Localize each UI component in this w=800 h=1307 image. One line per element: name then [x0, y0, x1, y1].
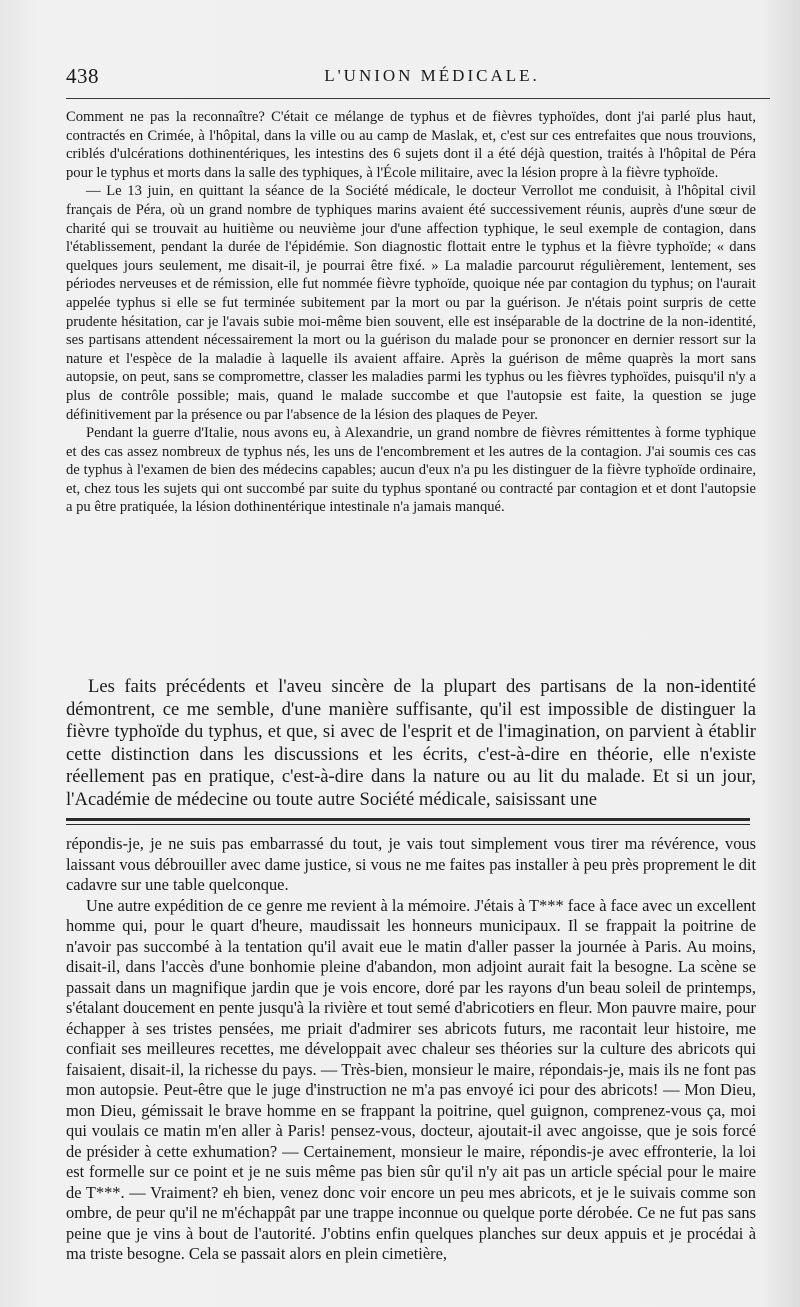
- header-rule: [66, 98, 770, 99]
- paragraph: Une autre expédition de ce genre me revient à la mémoire. J'étais à T*** face à face avec un excellent homme qui, pour le quart d'heure, maudissait les honneurs municipaux. Il se frappait la poitrine de n'avoir pas succombé à la tentation qu'il avait eue le matin d'aller passer la journée à Paris. Au moins, disait-il, dans l'accès d'une bonhomie pleine d'abandon, mon adjoint aurait fait la besogne. La scène se passait dans un magnifique jardin que je vois encore, doré par les rayons d'un beau soleil de printemps, s'étalant doucement en pente jusqu'à la rivière et tout semé d'abricotiers en fleur. Mon pauvre maire, pour échapper à ses tristes pensées, me priait d'admirer ses abricots futurs, me racontait leur histoire, me confiait ses meilleures recettes, me développait avec chaleur ses théories sur la culture des abricots qui faisaient, disait-il, la richesse du pays. — Très-bien, monsieur le maire, répondais-je, mais ils ne font pas mon autopsie. Peut-être que le juge d'instruction ne m'a pas envoyé ici pour des abricots! — Mon Dieu, mon Dieu, gémissait le brave homme en se frappant la poitrine, quel guignon, comprenez-vous ça, moi qui voulais ce matin m'en aller à Paris! pensez-vous, docteur, ajoutait-il avec angoisse, que je sois forcé de présider à cette exhumation? — Certainement, monsieur le maire, répondis-je avec effronterie, la loi est formelle sur ce point et je ne suis même pas bien sûr qu'il n'y ait pas un article spécial pour le maire de T***. — Vraiment? eh bien, venez donc voir encore un peu mes abricots, et je le suivais comme son ombre, de peur qu'il ne m'échappât par une trappe inconnue ou quelque porte dérobée. Ce ne fut pas sans peine que je vins à bout de l'autorité. J'obtins enfin quelques planches sur deux appuis et je procédai à ma triste besogne. Cela se passait alors en plein cimetière,: [66, 895, 756, 1263]
- paragraph: Pendant la guerre d'Italie, nous avons eu, à Alexandrie, un grand nombre de fièvres rémittentes à forme typhique et des cas assez nombreux de typhus nés, les uns de l'encombrement et les autres de la contagion. J'ai soumis ces cas de typhus à l'examen de bien des médecins capables; aucun d'eux n'a pu les distinguer de la fièvre typhoïde ordinaire, et, chez tous les sujets qui ont succombé par suite du typhus spontané ou contracté par contagion et et dont l'autopsie a pu être pratiquée, la lésion dothinentérique intestinale n'a jamais manqué.: [66, 425, 756, 516]
- running-title: L'UNION MÉDICALE.: [324, 66, 540, 85]
- paragraph: Les faits précédents et l'aveu sincère de la plupart des partisans de la non-identité démontrent, ce me semble, d'une manière suffisante, qu'il est impossible de distinguer la fièvre typhoïde du typhus, et que, si avec de l'esprit et de l'imagination, on parvient à établir cette distinction dans les discussions et les écrits, c'est-à-dire en théorie, elle n'existe réellement pas en pratique, c'est-à-dire dans la nature ou au lit du malade. Et si un jour, l'Académie de médecine ou toute autre Société médicale, saisissant une: [66, 676, 756, 810]
- conclusion-section: [66, 676, 756, 812]
- page-header: [66, 60, 758, 90]
- paragraph: — Le 13 juin, en quittant la séance de la Société médicale, le docteur Verrollot me conduisit, à l'hôpital civil français de Péra, où un grand nombre de typhiques marins avaient été successivement réunis, auprès d'une sœur de charité qui se trouvait au huitième ou neuvième jour d'une affection typhique, le seul exemple de contagion, dans l'établissement, pendant la durée de l'épidémie. Son diagnostic flottait entre le typhus et la fièvre typhoïde; « dans quelques jours seulement, me disait-il, je pourrai être fixé. » La maladie parcourut régulièrement, lentement, ses périodes nerveuses et de rémission, elle fut nommée fièvre typhoïde, quoique née par contagion du typhus; on l'aurait appelée typhus si elle se fut terminée subitement par la mort ou par la guérison. Je n'étais point surpris de cette prudente hésitation, car je l'avais subie moi-même bien souvent, elle est inséparable de la doctrine de la non-identité, ses partisans attendent nécessairement la mort ou la guérison du malade pour se prononcer en dernier ressort sur la nature et l'espèce de la maladie à laquelle ils avaient affaire. Après la guérison de même quaprès la mort sans autopsie, on peut, sans se compromettre, classer les maladies parmi les typhus ou les fièvres typhoïdes, puisqu'il n'y a plus de contrôle possible; mais, quand le malade succombe et que l'autopsie est faite, la question se juge définitivement par la présence ou par l'absence de la lésion des plaques de Peyer.: [66, 183, 756, 423]
- paragraph: répondis-je, je ne suis pas embarrassé du tout, je vais tout simplement vous tirer ma révérence, vous laissant vous débrouiller avec dame justice, si vous ne me faites pas installer à peu près proprement le dit cadavre sur une table quelconque.: [66, 834, 756, 894]
- page-number: 438: [66, 64, 99, 88]
- feuilleton-section: [66, 834, 756, 1265]
- memoir-section: [66, 108, 756, 517]
- paragraph: Comment ne pas la reconnaître? C'était ce mélange de typhus et de fièvres typhoïdes, dont j'ai parlé plus haut, contractés en Crimée, à l'hôpital, dans la ville ou au camp de Maslak, et, c'est sur ces entrefaites que nous trouvions, criblés d'ulcérations dothinentériques, les intestins des 6 sujets dont il a été déjà question, traités à l'hôpital de Péra pour le typhus et morts dans la salle des typhiques, à l'École militaire, avec la lésion propre à la fièvre typhoïde.: [66, 109, 756, 181]
- section-divider: [66, 818, 750, 821]
